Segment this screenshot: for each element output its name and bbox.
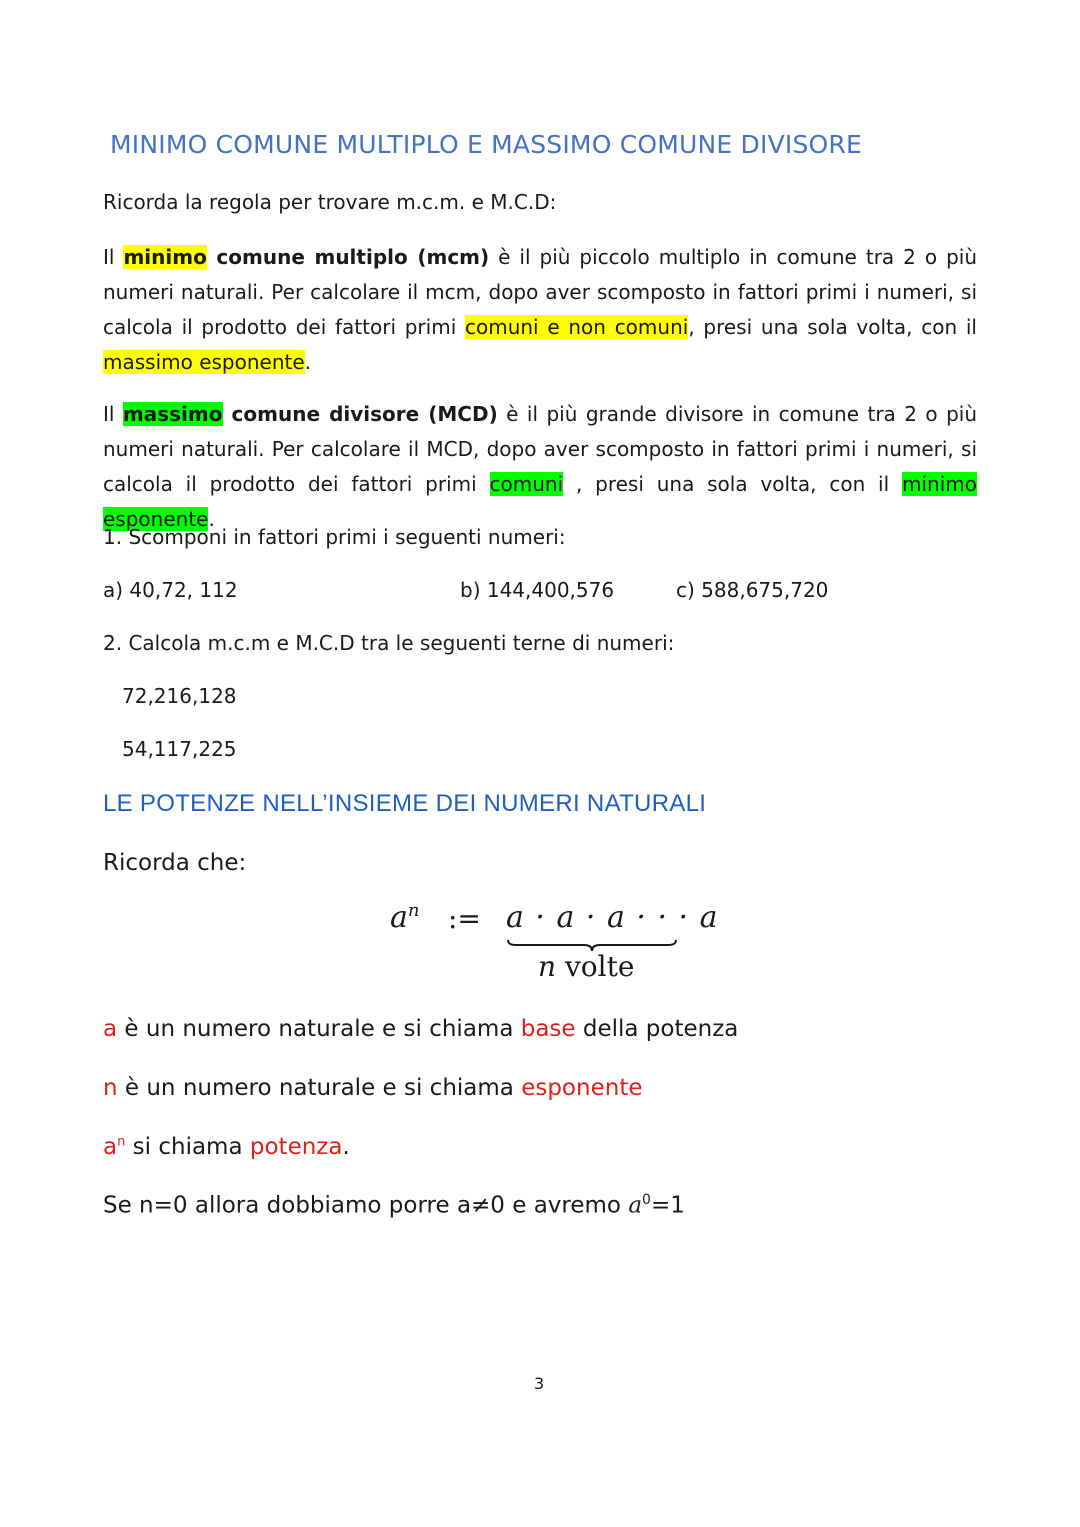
section-title-mcm-mcd: MINIMO COMUNE MULTIPLO E MASSIMO COMUNE DIVISORE [110,130,862,159]
formula-exponent: n [407,900,420,921]
page-number: 3 [534,1374,545,1393]
highlight-massimo-esponente: massimo esponente [103,350,305,374]
line-esponente [103,1075,642,1101]
formula-underbrace-label [538,950,634,983]
formula-lhs [390,900,419,935]
section-title-potenze: LE POTENZE NELL’INSIEME DEI NUMERI NATURALI [103,790,707,817]
text: Il [103,402,123,426]
text: . [342,1134,350,1160]
text: , presi una sola volta [688,315,907,339]
highlight-minimo-esponente: minimo esponente [103,472,977,531]
power-definition-formula [390,900,719,1000]
line-potenza [103,1134,350,1160]
term-potenza: potenza [249,1134,343,1160]
line-base [103,1016,738,1042]
text: della potenza [575,1016,739,1042]
term-base: base [520,1016,576,1042]
exercise-2: 2. Calcola m.c.m e M.C.D tra le seguenti terne di numeri: [103,631,675,655]
zero-base: a [628,1192,643,1219]
exercise-1-a: a) 40,72, 112 [103,578,238,602]
bold-term: comune multiplo (mcm) [206,245,490,269]
power-exponent: n [117,1134,126,1150]
text: si chiama [125,1134,250,1160]
exercise-1: 1. Scomponi in fattori primi i seguenti numeri: [103,525,566,549]
formula-base: a [390,900,408,935]
text: , con il [810,472,902,496]
formula-defeq: := [448,902,481,935]
bold-term: comune divisore (MCD) [222,402,498,426]
text: è un numero naturale e si chiama [117,1016,521,1042]
exercise-1-b: b) 144,400,576 [460,578,615,602]
text: . [208,507,215,531]
mcm-definition [103,240,977,380]
line-zero-exponent [103,1192,685,1219]
exercise-1-c: c) 588,675,720 [676,578,829,602]
zero-exponent: 0 [642,1192,651,1208]
var-n: n [103,1075,118,1101]
formula-n: n [538,950,557,983]
text: . [304,350,312,374]
highlight-comuni: comuni [489,472,564,496]
var-a: a [103,1016,118,1042]
highlight-massimo: massimo [122,402,223,426]
remember-text: Ricorda che: [103,850,247,876]
text: è il più piccolo multiplo in comune tra 2 o più numeri naturali. Per calcolare il mcm, dopo aver scomposto in fattori primi i numeri, si calcola il prodotto dei fattori primi [103,245,978,339]
text: , presi una sola volta [563,472,811,496]
exercise-2-triple-1: 72,216,128 [122,684,237,708]
power-base: a [103,1134,118,1160]
text: è un numero naturale e si chiama [117,1075,522,1101]
highlight-minimo: minimo [123,245,207,269]
text: Se n=0 allora dobbiamo porre a≠0 e avremo [103,1192,629,1219]
formula-volte: volte [556,950,635,983]
highlight-comuni-non-comuni: comuni e non comuni [464,315,689,339]
text: =1 [650,1192,685,1219]
term-esponente: esponente [521,1075,643,1101]
var-a-power [103,1134,125,1160]
intro-text: Ricorda la regola per trovare m.c.m. e M.C.D: [103,190,557,214]
mcd-definition [103,397,977,537]
text: , con il [906,315,977,339]
text: è il più grande divisore in comune tra 2 o più numeri naturali. Per calcolare il MCD, dopo aver scomposto in fattori primi i numeri, si calcola il prodotto dei fattori primi [103,402,978,496]
exercise-2-triple-2: 54,117,225 [122,737,237,761]
text: Il [103,245,124,269]
formula-product: a · a · a · · · a [506,900,719,935]
